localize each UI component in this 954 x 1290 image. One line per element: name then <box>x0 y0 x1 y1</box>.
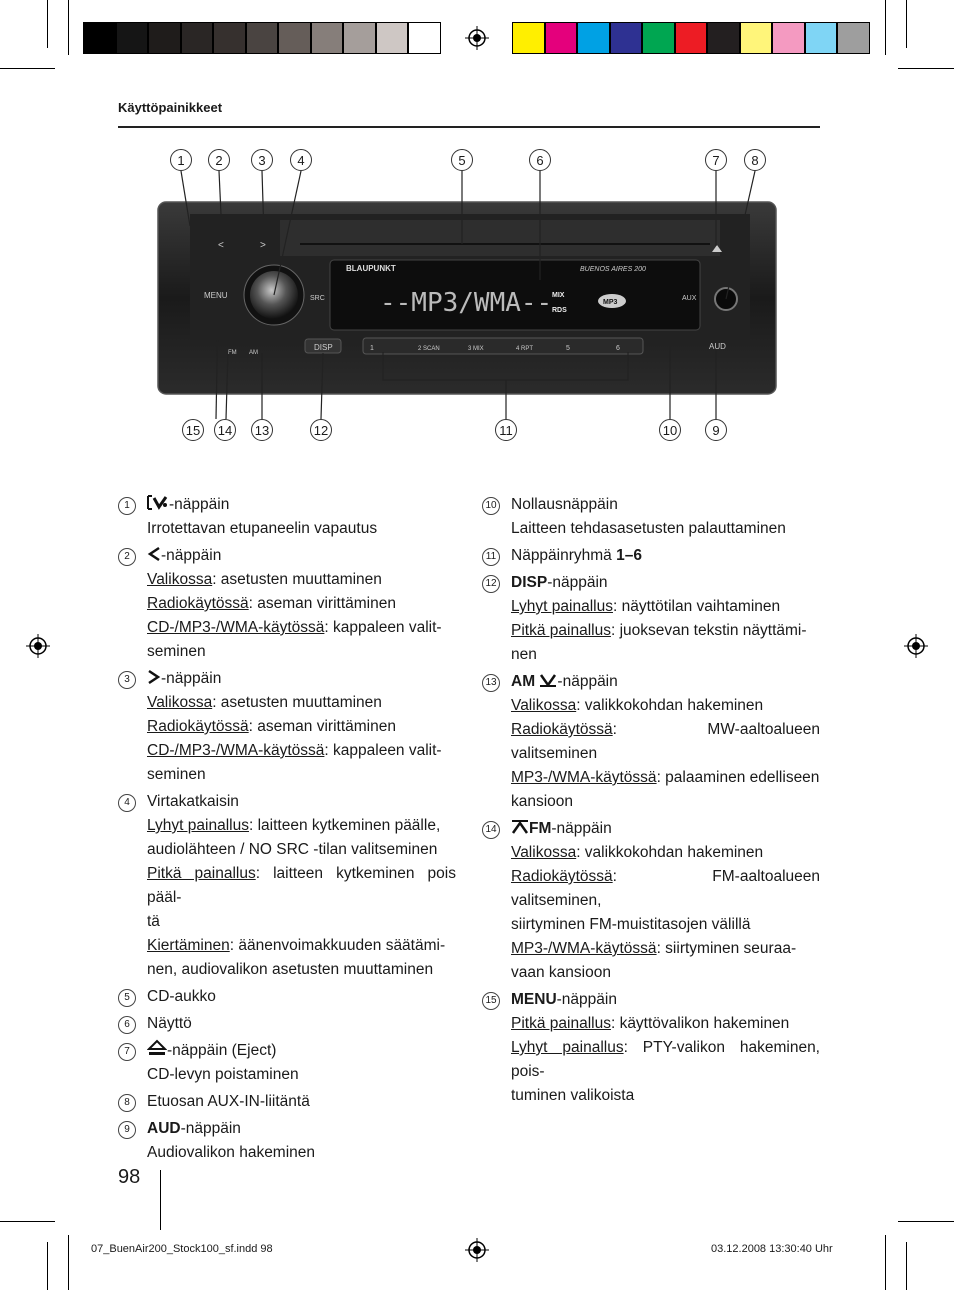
color-swatch <box>772 22 805 54</box>
list-item <box>118 493 456 541</box>
item-title-text: Näppäinryhmä <box>511 547 617 564</box>
crop-mark <box>906 1242 907 1290</box>
item-description-line: seminen <box>147 766 206 783</box>
item-number: 6 <box>118 1016 136 1034</box>
item-title-text: Nollausnäppäin <box>511 496 618 513</box>
crop-mark <box>0 68 55 69</box>
item-title-text: -näppäin <box>547 574 608 591</box>
item-title-text: -näppäin <box>556 991 617 1008</box>
crop-mark <box>898 1221 954 1222</box>
aud-label: AUD <box>709 342 726 351</box>
item-number: 15 <box>482 992 500 1010</box>
item-title <box>147 1117 456 1141</box>
color-swatch <box>740 22 773 54</box>
item-number: 1 <box>118 497 136 515</box>
item-description-line: vaan kansioon <box>511 964 611 981</box>
registration-target-icon <box>465 26 489 50</box>
item-title <box>147 985 456 1009</box>
item-title-text: -näppäin <box>161 670 222 687</box>
color-swatch <box>376 22 409 54</box>
item-description-line: Valikossa: valikkokohdan hakeminen <box>511 844 764 861</box>
color-swatch <box>343 22 376 54</box>
callout-13: 13 <box>251 419 273 441</box>
aux-label: AUX <box>682 295 697 302</box>
item-key-name: DISP <box>511 574 548 591</box>
crop-mark <box>47 1242 48 1290</box>
item-description-line: Kiertäminen: äänenvoimakkuuden säätämi- <box>147 937 446 954</box>
item-number: 3 <box>118 671 136 689</box>
item-description-line: Radiokäytössä: MW-aaltoalueen valitseminen <box>511 721 820 762</box>
item-key-name: AUD <box>147 1120 181 1137</box>
callout-11: 11 <box>495 419 517 441</box>
item-title <box>147 1012 456 1036</box>
item-title <box>511 493 820 517</box>
item-title <box>147 667 456 691</box>
callout-5: 5 <box>451 149 473 171</box>
display-mix: MIX <box>552 292 565 299</box>
registration-target-icon <box>904 634 928 658</box>
list-item <box>482 571 820 667</box>
key-symbol-icon <box>147 547 161 564</box>
item-number: 2 <box>118 548 136 566</box>
color-swatch <box>512 22 545 54</box>
crop-mark <box>0 1221 55 1222</box>
list-item <box>118 1117 456 1165</box>
callout-3: 3 <box>251 149 273 171</box>
color-swatch <box>805 22 838 54</box>
section-title: Käyttöpainikkeet <box>118 100 223 115</box>
list-item <box>118 1090 456 1114</box>
color-swatch <box>837 22 870 54</box>
item-description-line: Lyhyt painallus: näyttötilan vaihtaminen <box>511 598 781 615</box>
page-number: 98 <box>118 1166 141 1188</box>
display-text: --MP3/WMA-- <box>380 288 553 318</box>
item-title <box>511 571 820 595</box>
item-key-range: 1–6 <box>616 547 642 564</box>
color-swatch <box>116 22 149 54</box>
item-title <box>147 493 456 517</box>
item-key-name: FM <box>529 820 552 837</box>
color-swatch <box>213 22 246 54</box>
item-title-text: CD-aukko <box>147 988 216 1005</box>
display-rds: RDS <box>552 307 567 314</box>
callout-1: 1 <box>170 149 192 171</box>
registration-target-icon <box>465 1238 489 1262</box>
callout-10: 10 <box>659 419 681 441</box>
preset-buttons <box>363 338 643 354</box>
item-title-text: Näyttö <box>147 1015 192 1032</box>
list-item <box>482 493 820 541</box>
right-column <box>482 493 820 1111</box>
list-item <box>118 985 456 1009</box>
item-description-line: Irrotettavan etupaneelin vapautus <box>147 520 378 537</box>
preset-3[interactable]: 3 MIX <box>468 346 484 352</box>
item-description-line: tä <box>147 913 160 930</box>
item-description-line: siirtyminen FM-muistitasojen välillä <box>511 916 751 933</box>
item-description-line: Radiokäytössä: aseman virittäminen <box>147 595 396 612</box>
item-description-line: Lyhyt painallus: laitteen kytkeminen päälle, <box>147 817 441 834</box>
preset-1[interactable]: 1 <box>370 345 374 352</box>
color-swatch <box>278 22 311 54</box>
crop-mark <box>160 1170 161 1230</box>
brand-logo: BLAUPUNKT <box>346 264 396 273</box>
color-swatch <box>246 22 279 54</box>
callout-6: 6 <box>529 149 551 171</box>
item-title-text: -näppäin <box>551 820 612 837</box>
item-title <box>147 790 456 814</box>
item-title <box>147 544 456 568</box>
preset-6[interactable]: 6 <box>616 345 620 352</box>
item-number: 11 <box>482 548 500 566</box>
color-swatch <box>148 22 181 54</box>
item-title-text: -näppäin <box>180 1120 241 1137</box>
item-title-text: -näppäin <box>557 673 618 690</box>
callout-7: 7 <box>705 149 727 171</box>
color-swatch <box>675 22 708 54</box>
right-arrow-label: > <box>260 240 266 251</box>
item-title-text: Etuosan AUX-IN-liitäntä <box>147 1093 310 1110</box>
item-description-line: Pitkä painallus: käyttövalikon hakeminen <box>511 1015 790 1032</box>
item-description-line: MP3-/WMA-käytössä: palaaminen edelliseen <box>511 769 820 786</box>
item-number: 8 <box>118 1094 136 1112</box>
fm-label: FM <box>228 350 237 356</box>
list-item <box>118 790 456 982</box>
callout-15: 15 <box>182 419 204 441</box>
item-title-text: -näppäin <box>161 547 222 564</box>
crop-mark <box>68 1235 69 1290</box>
registration-target-icon <box>26 634 50 658</box>
item-title <box>147 1090 456 1114</box>
footer-timestamp: 03.12.2008 13:30:40 Uhr <box>711 1243 833 1255</box>
item-description-line: nen <box>511 646 537 663</box>
color-swatch <box>408 22 441 54</box>
key-symbol-icon <box>147 1042 167 1059</box>
crop-mark <box>906 0 907 48</box>
item-description-line: Radiokäytössä: FM-aaltoalueen valitseminen, <box>511 868 820 909</box>
item-number: 13 <box>482 674 500 692</box>
item-description-line: audiolähteen / NO SRC -tilan valitseminen <box>147 841 438 858</box>
item-title-text: -näppäin <box>169 496 230 513</box>
callout-2: 2 <box>208 149 230 171</box>
callout-9: 9 <box>705 419 727 441</box>
color-swatch <box>311 22 344 54</box>
callout-12: 12 <box>310 419 332 441</box>
list-item <box>482 817 820 985</box>
item-description-line: Valikossa: valikkokohdan hakeminen <box>511 697 764 714</box>
item-description-line: seminen <box>147 643 206 660</box>
menu-label: MENU <box>204 291 228 300</box>
item-title <box>511 670 820 694</box>
crop-mark <box>885 0 886 55</box>
item-title <box>511 544 820 568</box>
item-key-name: MENU <box>511 991 557 1008</box>
left-arrow-label: < <box>218 240 224 251</box>
item-description-line: tuminen valikoista <box>511 1087 635 1104</box>
item-description-line: kansioon <box>511 793 574 810</box>
item-key-name: AM <box>511 673 536 690</box>
key-symbol-icon <box>147 496 169 513</box>
item-description-line: Valikossa: asetusten muuttaminen <box>147 694 382 711</box>
color-swatch <box>642 22 675 54</box>
key-symbol-icon <box>147 670 161 687</box>
item-description-line: Audiovalikon hakeminen <box>147 1144 316 1161</box>
src-label: SRC <box>310 295 325 302</box>
crop-mark <box>898 68 954 69</box>
list-item <box>482 544 820 568</box>
item-title <box>147 1039 456 1063</box>
item-description-line: Laitteen tehdasasetusten palauttaminen <box>511 520 786 537</box>
left-column <box>118 493 456 1168</box>
item-description-line: Radiokäytössä: aseman virittäminen <box>147 718 396 735</box>
item-title-text: Virtakatkaisin <box>147 793 239 810</box>
color-swatch <box>707 22 740 54</box>
am-label: AM <box>249 350 258 356</box>
item-number: 10 <box>482 497 500 515</box>
car-radio-illustration <box>150 140 790 450</box>
item-number: 5 <box>118 989 136 1007</box>
color-swatch <box>83 22 116 54</box>
list-item <box>118 667 456 787</box>
item-title <box>511 988 820 1012</box>
item-description-line: Lyhyt painallus: PTY-valikon hakeminen, pois- <box>511 1039 820 1080</box>
callout-8: 8 <box>744 149 766 171</box>
item-description-line: Pitkä painallus: laitteen kytkeminen pois pääl- <box>147 865 456 906</box>
list-item <box>118 1012 456 1036</box>
item-title <box>511 817 820 841</box>
model-name: BUENOS AIRES 200 <box>580 266 646 273</box>
item-description-line: CD-/MP3-/WMA-käytössä: kappaleen valit- <box>147 619 442 636</box>
list-item <box>482 670 820 814</box>
item-description-line: nen, audiovalikon asetusten muuttaminen <box>147 961 434 978</box>
footer-file: 07_BuenAir200_Stock100_sf.indd 98 <box>91 1243 273 1255</box>
color-swatch <box>181 22 214 54</box>
item-description-line: CD-levyn poistaminen <box>147 1066 299 1083</box>
callout-4: 4 <box>290 149 312 171</box>
list-item <box>482 988 820 1108</box>
item-description-line: CD-/MP3-/WMA-käytössä: kappaleen valit- <box>147 742 442 759</box>
header-rule <box>118 126 820 128</box>
color-swatch <box>610 22 643 54</box>
item-number: 12 <box>482 575 500 593</box>
preset-4[interactable]: 4 RPT <box>516 346 534 352</box>
item-number: 7 <box>118 1043 136 1061</box>
preset-5[interactable]: 5 <box>566 345 570 352</box>
list-item <box>118 544 456 664</box>
item-description-line: Valikossa: asetusten muuttaminen <box>147 571 382 588</box>
color-swatch <box>545 22 578 54</box>
list-item <box>118 1039 456 1087</box>
mp3-badge: MP3 <box>603 299 618 306</box>
callout-14: 14 <box>214 419 236 441</box>
item-description-line: MP3-/WMA-käytössä: siirtyminen seuraa- <box>511 940 797 957</box>
item-number: 14 <box>482 821 500 839</box>
color-swatch <box>577 22 610 54</box>
item-title-text: -näppäin (Eject) <box>167 1042 277 1059</box>
crop-mark <box>885 1235 886 1290</box>
crop-mark <box>47 0 48 48</box>
item-description-line: Pitkä painallus: juoksevan tekstin näyttämi- <box>511 622 807 639</box>
crop-mark <box>68 0 69 55</box>
preset-2[interactable]: 2 SCAN <box>418 346 440 352</box>
item-number: 4 <box>118 794 136 812</box>
disp-label: DISP <box>314 343 333 352</box>
item-number: 9 <box>118 1121 136 1139</box>
